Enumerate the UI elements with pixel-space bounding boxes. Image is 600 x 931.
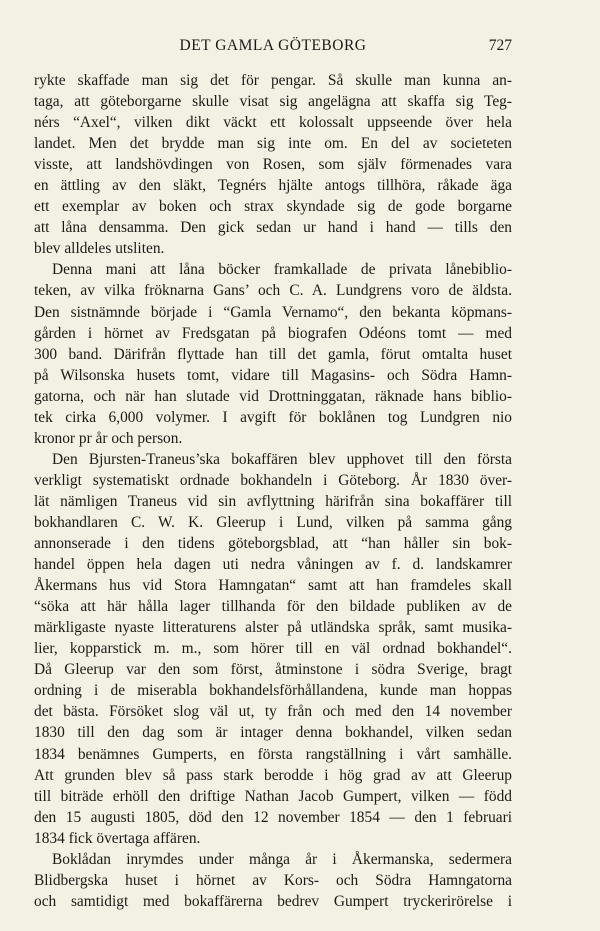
text-line: Den sistnämnde började i “Gamla Vernamo“, den bekanta köpmans- — [34, 303, 512, 321]
text-line: blev alldeles utsliten. — [34, 240, 165, 258]
text-line: tek cirka 6,000 volymer. I avgift för boklånen tog Lundgren nio — [34, 408, 512, 426]
text-line: taga, att göteborgarne skulle visat sig angelägna att skaffa sig Teg- — [34, 93, 512, 111]
text-line: bokhandlaren C. W. K. Gleerup i Lund, vilken på samma gång — [34, 513, 512, 531]
text-line: det bästa. Försöket slog väl ut, ty från och med den 14 november — [34, 703, 512, 721]
text-line: lier, kopparstick m. m., som hörer till en väl ordnad bokhandel“. — [34, 640, 512, 658]
text-line: Den Bjursten-Traneus’ska bokaffären blev upphovet till den första — [52, 450, 512, 468]
text-line: märkligaste nyaste litteraturens alster på utländska språk, samt musika- — [34, 619, 512, 637]
text-line: handel öppen hela dagen uti nedra våningen av f. d. landskamrer — [34, 556, 512, 574]
text-line: på Wilsonska husets tomt, vidare till Magasins- och Södra Hamn- — [34, 366, 512, 384]
running-title: DET GAMLA GÖTEBORG — [179, 37, 367, 54]
text-line: landet. Men det brydde man sig inte om. En del av societeten — [34, 135, 512, 153]
text-line: och samtidigt med bokaffärerna bedrev Gumpert tryckerirörelse i — [34, 892, 512, 910]
text-line: Denna mani att låna böcker framkallade de privata lånebiblio- — [52, 261, 512, 279]
text-line: teken, av vilka fröknarna Gans’ och C. A. Lundgrens voro de äldsta. — [34, 282, 512, 300]
text-line: verkligt systematiskt ordnade bokhandeln i Göteborg. År 1830 över- — [34, 471, 512, 489]
page-header — [34, 37, 512, 59]
text-line: 300 band. Därifrån flyttade han till det gamla, förut omtalta huset — [34, 345, 512, 363]
text-line: Då Gleerup var den som först, åtminstone i södra Sverige, bragt — [34, 661, 512, 679]
text-line: lät nämligen Traneus vid sin avflyttning härifrån sina bokaffärer till — [34, 492, 512, 510]
text-line: en ättling av den släkt, Tegnérs hjälte antogs tillhöra, råkade äga — [34, 177, 512, 195]
text-line: Blidbergska huset i hörnet av Kors- och Södra Hamngatorna — [34, 871, 512, 889]
text-line: nérs “Axel“, vilken dikt väckt ett kolossalt uppseende över hela — [34, 114, 512, 132]
text-line: kronor pr år och person. — [34, 429, 183, 447]
text-line: rykte skaffade man sig det för pengar. Så skulle man kunna an- — [34, 72, 512, 89]
text-line: Åkermans hus vid Stora Hamngatan“ samt att han framdeles skall — [34, 577, 512, 595]
text-line: Boklådan inrymdes under många år i Åkermanska, sedermera — [52, 850, 512, 868]
text-line: ett exemplar av boken och strax skyndade sig de gode borgarne — [34, 198, 512, 216]
text-line: 1834 fick övertaga affären. — [34, 829, 201, 847]
text-line: Att grunden blev så pass stark berodde i hög grad av att Gleerup — [34, 766, 512, 784]
body-text — [34, 70, 512, 912]
text-line: “söka att här hålla lager tillhanda för den bildade publiken av de — [34, 598, 512, 616]
text-line: att låna densamma. Den gick sedan ur hand i hand — tills den — [34, 219, 512, 237]
text-line: ordning i de miserabla bokhandelsförhållandena, kunde man hoppas — [34, 682, 512, 700]
page-number: 727 — [488, 37, 512, 54]
text-line: 1830 till den dag som är intager denna bokhandel, vilken sedan — [34, 724, 512, 742]
text-line: annonserade i den tidens göteborgsblad, att “han håller sin bok- — [34, 535, 512, 553]
text-line: visste, att landshövdingen von Rosen, som själv förmenades vara — [34, 156, 512, 174]
text-line: till biträde erhöll den driftige Nathan Jacob Gumpert, vilken — född — [34, 787, 512, 805]
text-line: gatorna, och när han slutade vid Drottninggatan, räknade hans biblio- — [34, 387, 512, 405]
text-line: 1834 benämnes Gumperts, en första rangställning i vårt samhälle. — [34, 745, 512, 763]
text-line: gården i hörnet av Fredsgatan på biografen Odéons tomt — med — [34, 324, 512, 342]
text-line: den 15 augusti 1805, död den 12 november 1854 — den 1 februari — [34, 808, 512, 826]
